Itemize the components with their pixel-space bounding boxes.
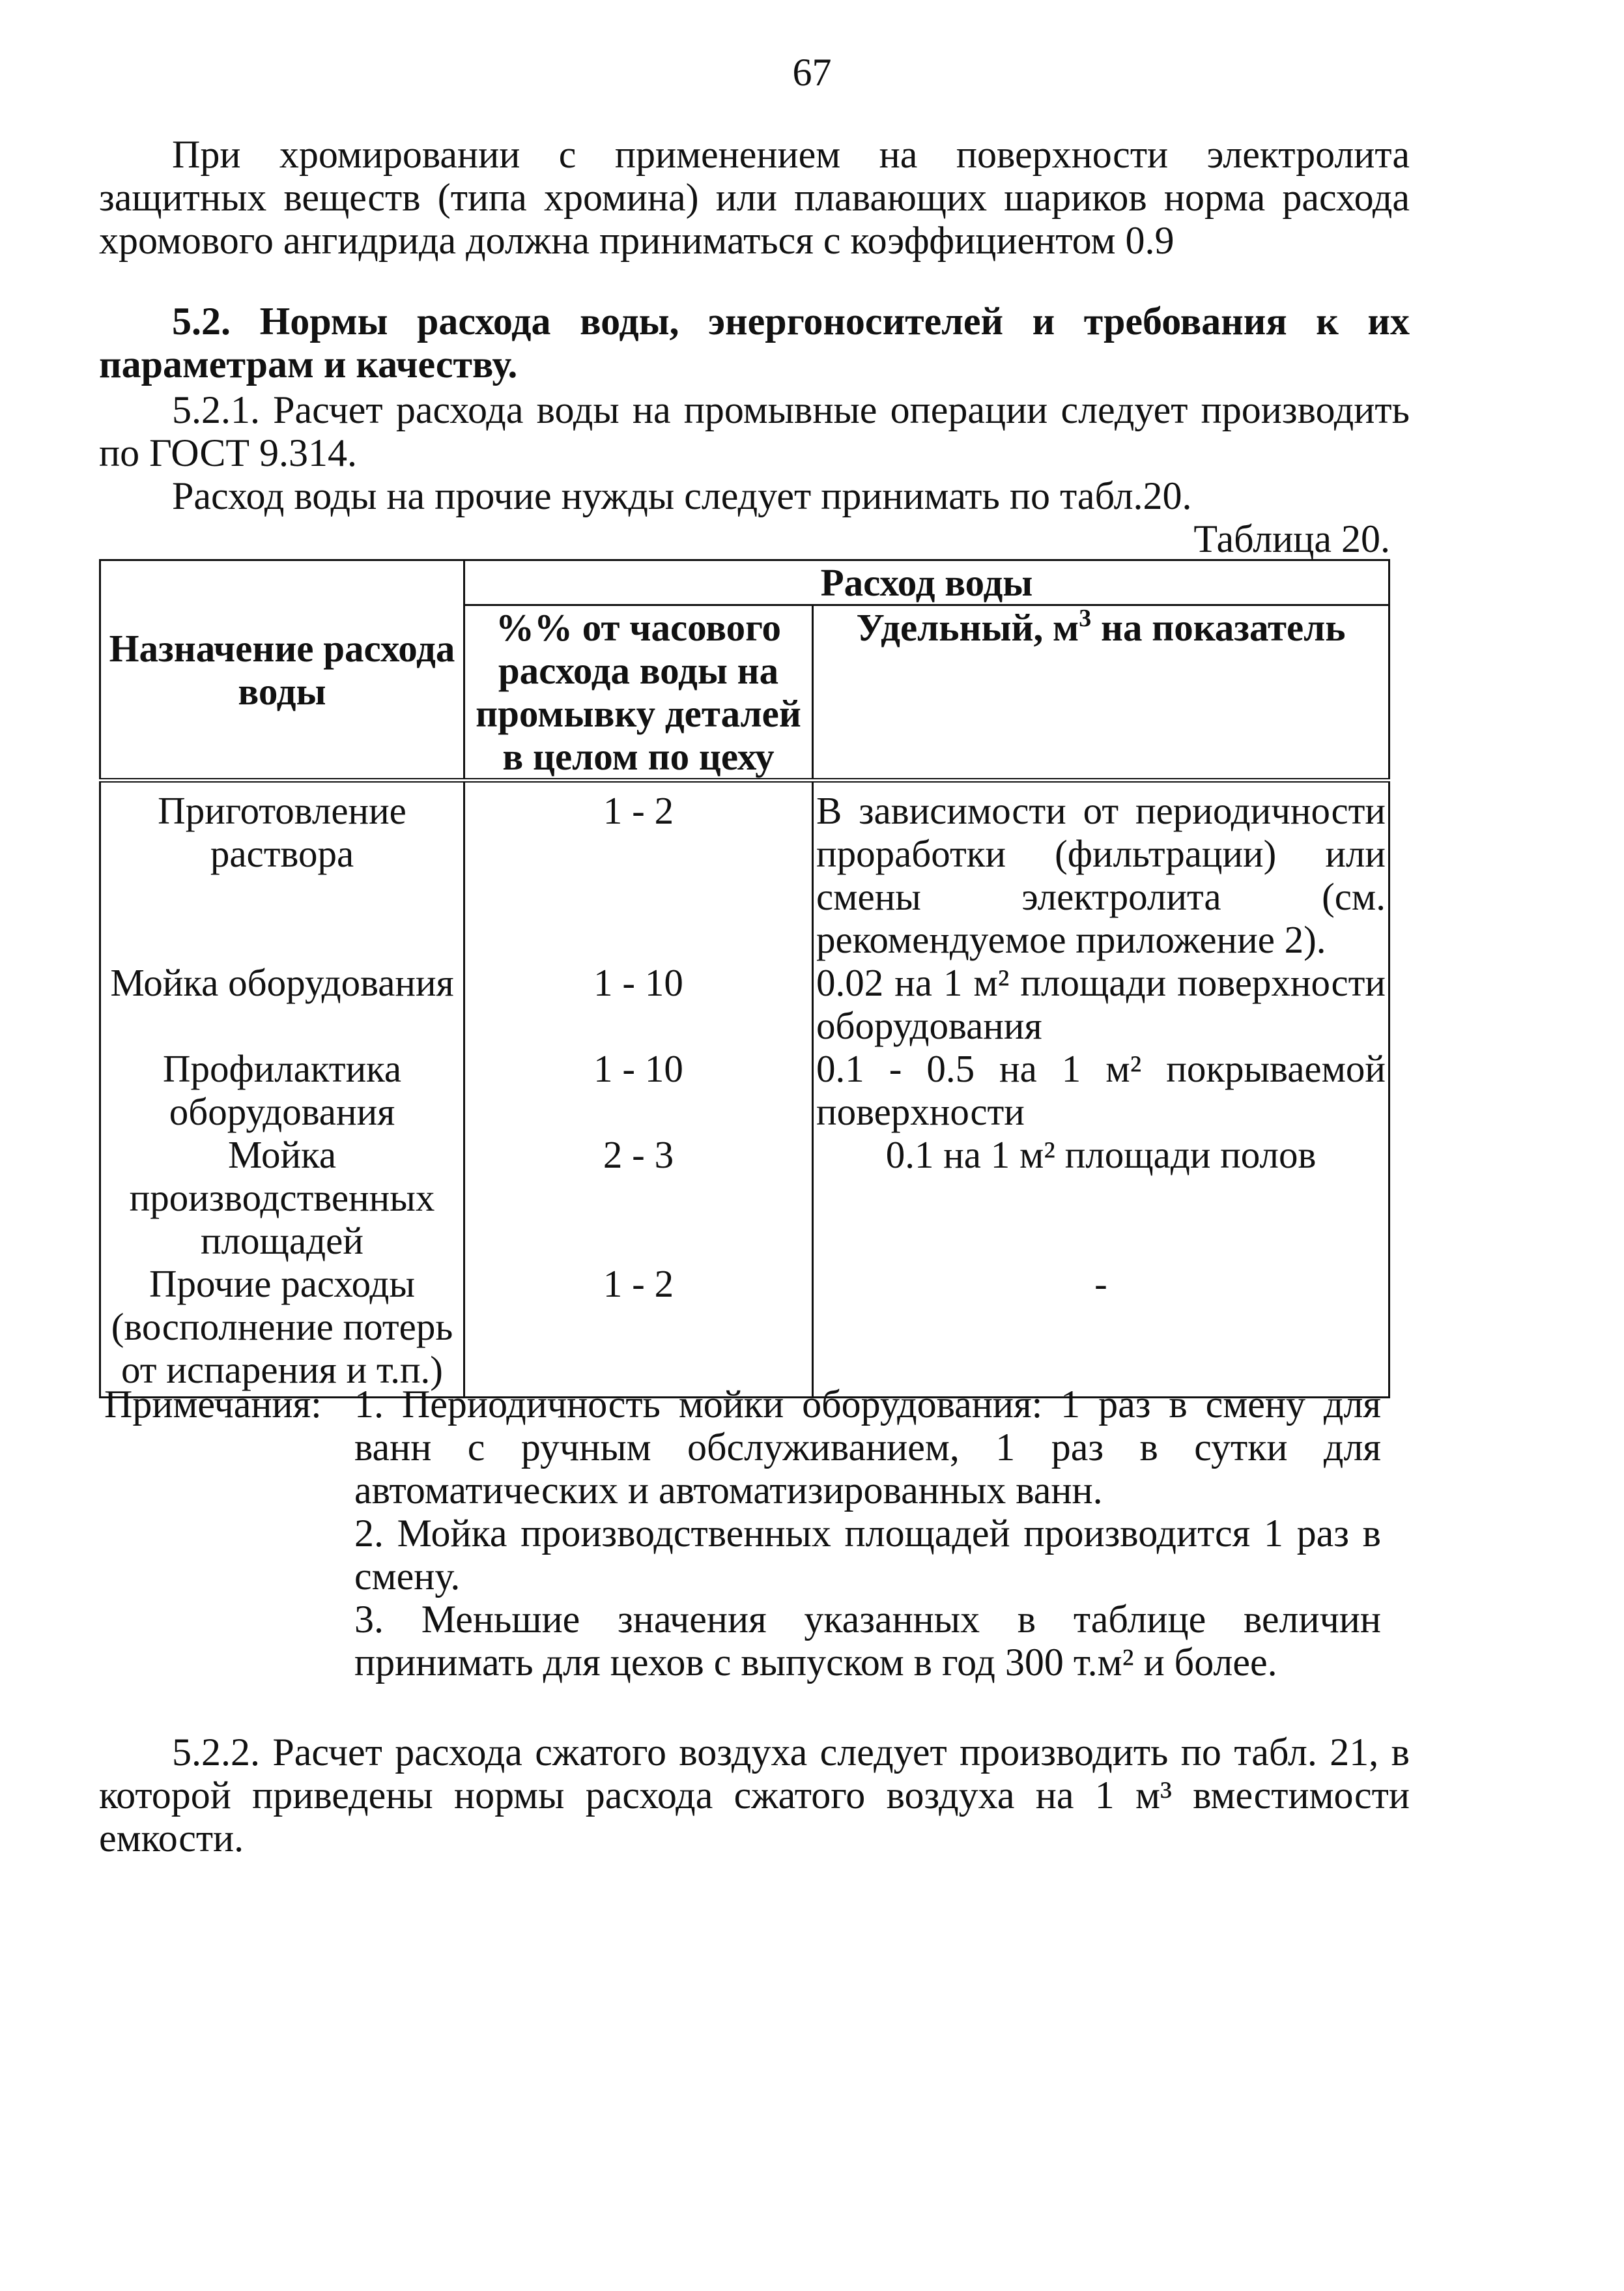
header-purpose: Назначение расхода воды — [100, 560, 464, 781]
header-specific-suffix: на показатель — [1091, 606, 1346, 649]
notes-items — [354, 1383, 1381, 1684]
header-specific-sup: 3 — [1079, 605, 1092, 632]
table-row — [100, 1047, 1389, 1133]
row-purpose: Мойка производственных площадей — [100, 1133, 464, 1262]
row-percent: 1 - 10 — [464, 1047, 813, 1133]
paragraph-other-needs: Расход воды на прочие нужды следует принимать по табл.20. — [172, 474, 1192, 517]
row-specific: 0.02 на 1 м² площади поверхности оборудования — [813, 961, 1389, 1047]
header-water-consumption: Расход воды — [464, 560, 1389, 605]
page-number: 67 — [792, 51, 832, 94]
header-specific-prefix: Удельный, м — [856, 606, 1079, 649]
row-percent: 1 - 10 — [464, 961, 813, 1047]
header-specific — [813, 605, 1389, 781]
table-row — [100, 961, 1389, 1047]
row-specific: В зависимости от периодичности проработки (фильтрации) или смены электролита (см. рекомендуемое приложение 2). — [813, 781, 1389, 962]
note-item: 1. Периодичность мойки оборудования: 1 раз в смену для ванн с ручным обслуживанием, 1 раз в сутки для автоматических и автоматизированных ванн. — [354, 1383, 1381, 1512]
row-percent: 1 - 2 — [464, 781, 813, 962]
section-heading: 5.2. Нормы расхода воды, энергоносителей и требования к их параметрам и качеству. — [99, 300, 1410, 386]
row-specific: 0.1 на 1 м² площади полов — [813, 1133, 1389, 1262]
row-purpose: Профилактика оборудования — [100, 1047, 464, 1133]
notes-label: Примечания: — [104, 1383, 322, 1426]
row-specific: 0.1 - 0.5 на 1 м² покрываемой поверхности — [813, 1047, 1389, 1133]
intro-paragraph: При хромировании с применением на поверхности электролита защитных веществ (типа хромина) или плавающих шариков норма расхода хромового ангидрида должна приниматься с коэффициентом 0.9 — [99, 133, 1410, 262]
row-percent: 2 - 3 — [464, 1133, 813, 1262]
note-item: 2. Мойка производственных площадей производится 1 раз в смену. — [354, 1512, 1381, 1598]
row-purpose: Мойка оборудования — [100, 961, 464, 1047]
paragraph-5-2-1: 5.2.1. Расчет расхода воды на промывные операции следует производить по ГОСТ 9.314. — [99, 388, 1410, 474]
row-specific: - — [813, 1262, 1389, 1398]
paragraph-5-2-2: 5.2.2. Расчет расхода сжатого воздуха следует производить по табл. 21, в которой приведены нормы расхода сжатого воздуха на 1 м³ вместимости емкости. — [99, 1731, 1410, 1860]
header-percent: %% от часового расхода воды на промывку деталей в целом по цеху — [464, 605, 813, 781]
note-item: 3. Меньшие значения указанных в таблице величин принимать для цехов с выпуском в год 300 т.м² и более. — [354, 1598, 1381, 1684]
row-percent: 1 - 2 — [464, 1262, 813, 1398]
table-row — [100, 781, 1389, 962]
row-purpose: Приготовление раствора — [100, 781, 464, 962]
water-consumption-table — [99, 559, 1390, 1398]
table-caption: Таблица 20. — [1193, 517, 1390, 560]
table-row — [100, 1262, 1389, 1398]
row-purpose: Прочие расходы (восполнение потерь от испарения и т.п.) — [100, 1262, 464, 1398]
table-row — [100, 1133, 1389, 1262]
